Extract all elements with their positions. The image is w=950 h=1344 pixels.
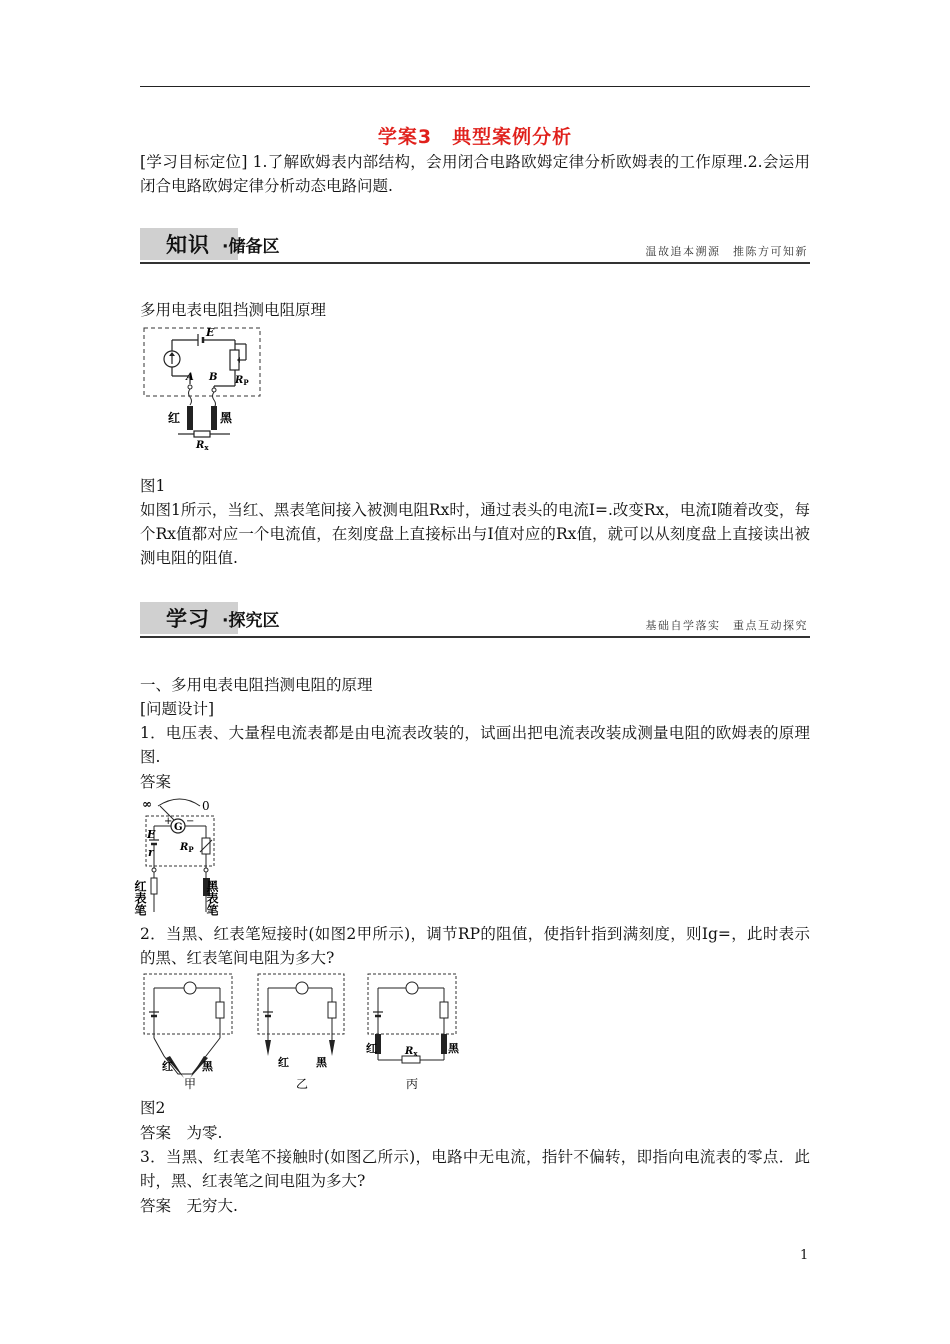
label-Rx: $R_x$ xyxy=(196,440,209,452)
label-plus: + xyxy=(164,816,173,827)
section-motto: 基础自学落实 重点互动探究 xyxy=(645,619,808,632)
section-motto: 温故追本溯源 推陈方可知新 xyxy=(645,245,808,258)
question-1: 1．电压表、大量程电流表都是由电流表改装的，试画出把电流表改装成测量电阻的欧姆表的原理图. xyxy=(140,724,810,766)
label-black: 黑 xyxy=(202,1060,213,1073)
circuit-bing xyxy=(366,974,460,1091)
label-RP: $R_P$ xyxy=(180,842,194,854)
ohmmeter-diagram xyxy=(133,794,230,918)
label-zero: 0 xyxy=(202,799,210,813)
answer-1-label: 答案 xyxy=(140,773,172,791)
label-black: 黑 xyxy=(220,411,233,425)
section-header-explore xyxy=(140,596,810,644)
label-black-pen: 黑表笔 xyxy=(205,880,219,916)
label-jia: 甲 xyxy=(184,1077,197,1091)
explore-heading: 一、多用电表电阻挡测电阻的原理 xyxy=(140,676,373,694)
label-RP: $R_P$ xyxy=(235,375,249,387)
label-red: 红 xyxy=(162,1060,173,1073)
label-black: 黑 xyxy=(448,1042,459,1055)
label-yi: 乙 xyxy=(296,1077,309,1091)
section-title-sub: ·探究区 xyxy=(222,611,280,631)
section-rule xyxy=(140,262,810,264)
label-bing: 丙 xyxy=(406,1077,419,1091)
label-red: 红 xyxy=(278,1056,289,1069)
label-Rx: $R_x$ xyxy=(405,1046,418,1058)
header-rule xyxy=(140,86,810,87)
page-title: 学案3 典型案例分析 xyxy=(377,126,573,148)
section-title-main: 学习 xyxy=(166,607,210,631)
label-A: A xyxy=(186,372,194,383)
label-E: E xyxy=(147,828,156,841)
label-B: B xyxy=(209,372,218,383)
question-3: 3．当黑、红表笔不接触时(如图乙所示)，电路中无电流，指针不偏转，即指向电流表的零点．此时，黑、红表笔之间电阻为多大? xyxy=(140,1148,810,1190)
label-r: r xyxy=(148,846,154,859)
question-design-label: [问题设计] xyxy=(140,700,215,718)
question-2: 2．当黑、红表笔短接时(如图2甲所示)，调节RP的阻值，使指针指到满刻度，则Ig=，此时表示的黑、红表笔间电阻为多大? xyxy=(140,925,810,967)
label-red-pen: 红表笔 xyxy=(133,880,147,916)
label-G: G xyxy=(174,822,183,833)
learning-objectives: [学习目标定位] 1.了解欧姆表内部结构，会用闭合电路欧姆定律分析欧姆表的工作原理.2.会运用闭合电路欧姆定律分析动态电路问题. xyxy=(140,153,810,195)
section-title-sub: ·储备区 xyxy=(222,237,280,257)
knowledge-heading: 多用电表电阻挡测电阻原理 xyxy=(140,301,327,319)
section-header-knowledge xyxy=(140,222,810,270)
section-title-main: 知识 xyxy=(166,233,210,257)
label-red: 红 xyxy=(366,1042,377,1055)
label-infinity: ∞ xyxy=(142,797,152,811)
circuit-yi xyxy=(258,974,344,1091)
label-E: E xyxy=(206,326,215,339)
label-minus: − xyxy=(186,816,195,827)
figure-2-circuits xyxy=(140,970,460,1092)
answer-2: 答案 为零. xyxy=(140,1124,223,1142)
figure-1-circuit xyxy=(140,324,265,454)
page-number: 1 xyxy=(800,1248,809,1263)
figure-2-caption: 图2 xyxy=(140,1099,166,1117)
answer-3: 答案 无穷大. xyxy=(140,1197,238,1215)
section-rule xyxy=(140,636,810,638)
figure-1-caption: 图1 xyxy=(140,477,166,495)
label-black: 黑 xyxy=(316,1056,327,1069)
circuit-jia xyxy=(144,974,232,1091)
knowledge-paragraph: 如图1所示，当红、黑表笔间接入被测电阻Rx时，通过表头的电流I=.改变Rx，电流I随着改变，每个Rx值都对应一个电流值，在刻度盘上直接标出与I值对应的Rx值，就可以从刻度盘上直接读出被测电阻的阻值. xyxy=(140,501,810,567)
label-red: 红 xyxy=(168,411,181,425)
